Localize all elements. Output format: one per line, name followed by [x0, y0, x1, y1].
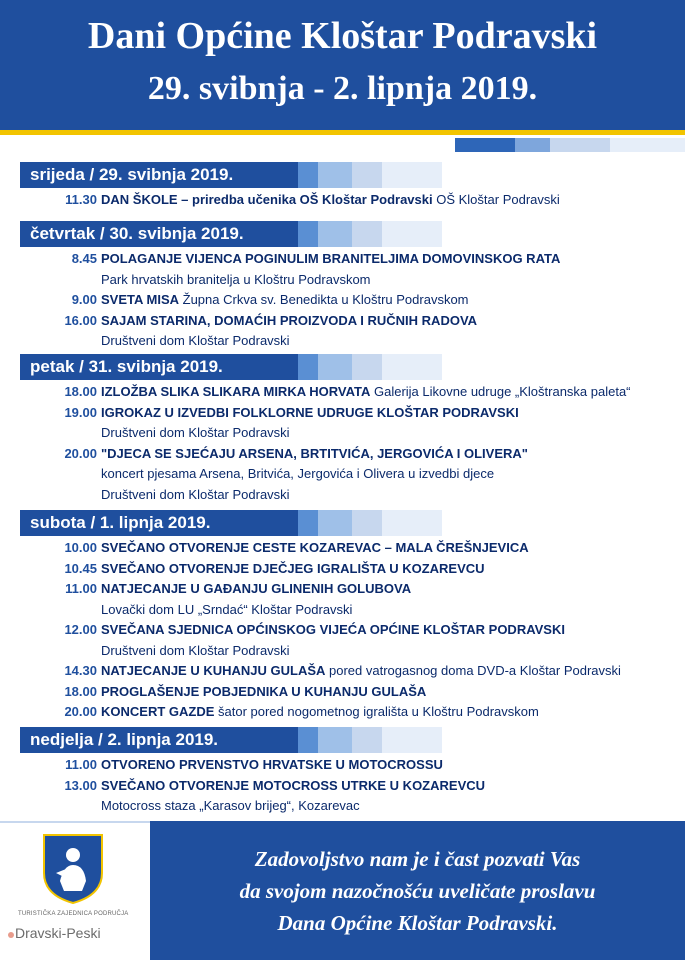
event-location: Lovački dom LU „Srndać“ Kloštar Podravski	[101, 601, 353, 617]
day-label: četvrtak / 30. svibnja 2019.	[20, 221, 298, 247]
logo-panel	[0, 821, 150, 960]
day-header	[20, 727, 680, 753]
event-title: NATJECANJE U KUHANJU GULAŠA	[101, 663, 326, 678]
event-title-row	[101, 251, 560, 266]
event-title-row	[101, 778, 485, 793]
event-title: DAN ŠKOLE – priredba učenika OŠ Kloštar Podravski	[101, 192, 433, 207]
event-location-inline: šator pored nogometnog igrališta u Kloštru Podravskom	[214, 704, 539, 719]
event-time: 14.30	[64, 663, 97, 678]
event-time: 11.30	[65, 192, 97, 207]
day-header	[20, 221, 680, 247]
event-time: 20.00	[64, 704, 97, 719]
event-title-row	[101, 446, 528, 461]
page-title: Dani Općine Kloštar Podravski	[87, 15, 598, 57]
event-title: KONCERT GAZDE	[101, 704, 215, 719]
event-title: SVEČANO OTVORENJE MOTOCROSS UTRKE U KOZAREVCU	[101, 777, 486, 793]
logo-caption: TURISTIČKA ZAJEDNICA PODRUČJA	[18, 911, 129, 917]
invitation-line: Zadovoljstvo nam je i čast pozvati Vas	[254, 847, 581, 871]
event-title-row	[101, 561, 485, 576]
event-title-row	[101, 622, 565, 637]
event-title-row	[101, 704, 539, 719]
event-location-inline: Galerija Likovne udruge „Kloštranska paleta“	[370, 384, 631, 399]
logo-brand	[8, 925, 101, 941]
event-title-row	[101, 663, 621, 678]
event-title: PROGLAŠENJE POBJEDNIKA U KUHANJU GULAŠA	[101, 683, 427, 699]
event-location: Motocross staza „Karasov brijeg“, Kozarevac	[101, 798, 360, 813]
coat-of-arms-icon	[42, 833, 104, 905]
day-label: srijeda / 29. svibnja 2019.	[20, 162, 298, 188]
day-header	[20, 354, 680, 380]
logo-brand-text: Dravski-Peski	[15, 925, 101, 941]
day-header	[20, 162, 680, 188]
event-title-row	[101, 384, 631, 399]
event-location: koncert pjesama Arsena, Britvića, Jergovića i Olivera u izvedbi djece	[101, 466, 495, 481]
event-title: SVEČANO OTVORENJE CESTE KOZAREVAC – MALA ČREŠNJEVICA	[101, 540, 529, 555]
event-time: 10.45	[64, 560, 97, 576]
event-location: Društveni dom Kloštar Podravski	[101, 642, 290, 658]
event-title: IZLOŽBA SLIKA SLIKARA MIRKA HORVATA	[101, 384, 371, 399]
event-location: Park hrvatskih branitelja u Kloštru Podravskom	[101, 271, 371, 287]
event-time: 8.45	[71, 251, 97, 266]
event-location: Društveni dom Kloštar Podravski	[101, 333, 290, 348]
logo-dot-icon	[8, 932, 14, 938]
event-title-row	[101, 581, 411, 596]
day-label: nedjelja / 2. lipnja 2019.	[20, 727, 298, 753]
event-location: Društveni dom Kloštar Podravski	[101, 486, 290, 502]
event-location-inline: OŠ Kloštar Podravski	[432, 192, 560, 207]
event-time: 18.00	[64, 384, 97, 399]
event-location: Društveni dom Kloštar Podravski	[101, 425, 290, 440]
event-title: SVETA MISA	[101, 292, 180, 307]
day-label: subota / 1. lipnja 2019.	[20, 510, 298, 536]
event-title-row	[101, 192, 560, 207]
event-title: NATJECANJE U GAĐANJU GLINENIH GOLUBOVA	[101, 581, 412, 596]
event-title: IGROKAZ U IZVEDBI FOLKLORNE UDRUGE KLOŠTAR PODRAVSKI	[101, 404, 519, 420]
event-title: OTVORENO PRVENSTVO HRVATSKE U MOTOCROSSU	[101, 757, 443, 772]
footer	[0, 821, 685, 960]
event-time: 9.00	[71, 292, 97, 307]
event-title-row	[101, 540, 529, 555]
event-time: 19.00	[64, 404, 97, 420]
decor-band	[0, 138, 685, 152]
accent-line	[0, 130, 685, 135]
header-banner	[0, 0, 685, 130]
event-location-inline: Župna Crkva sv. Benedikta u Kloštru Podravskom	[179, 292, 469, 307]
day-header	[20, 510, 680, 536]
event-time: 20.00	[64, 445, 97, 461]
invitation-panel	[150, 821, 685, 960]
event-title-row	[101, 757, 443, 772]
event-time: 13.00	[64, 777, 97, 793]
event-location-inline: pored vatrogasnog doma DVD-a Kloštar Podravski	[325, 663, 621, 678]
day-label: petak / 31. svibnja 2019.	[20, 354, 298, 380]
event-title: "DJECA SE SJEĆAJU ARSENA, BRTITVIĆA, JERGOVIĆA I OLIVERA"	[101, 445, 528, 461]
event-title: SAJAM STARINA, DOMAĆIH PROIZVODA I RUČNIH RADOVA	[101, 312, 478, 328]
event-title-row	[101, 684, 426, 699]
event-time: 12.00	[64, 622, 97, 637]
event-title-row	[101, 292, 469, 307]
event-time: 11.00	[65, 757, 97, 772]
event-time: 10.00	[64, 540, 97, 555]
invitation-text	[150, 843, 685, 939]
event-time: 18.00	[64, 683, 97, 699]
event-title-row	[101, 313, 477, 328]
event-time: 11.00	[65, 581, 97, 596]
invitation-line: Dana Općine Kloštar Podravski.	[277, 911, 558, 935]
page-dates: 29. svibnja - 2. lipnja 2019.	[147, 70, 538, 107]
event-time: 16.00	[64, 312, 97, 328]
event-title: SVEČANO OTVORENJE DJEČJEG IGRALIŠTA U KOZAREVCU	[101, 560, 485, 576]
event-title: SVEČANA SJEDNICA OPĆINSKOG VIJEĆA OPĆINE KLOŠTAR PODRAVSKI	[101, 622, 565, 637]
invitation-line: da svojom nazočnošću uveličate proslavu	[239, 879, 596, 903]
event-title-row	[101, 405, 519, 420]
event-title: POLAGANJE VIJENCA POGINULIM BRANITELJIMA DOMOVINSKOG RATA	[101, 251, 561, 266]
